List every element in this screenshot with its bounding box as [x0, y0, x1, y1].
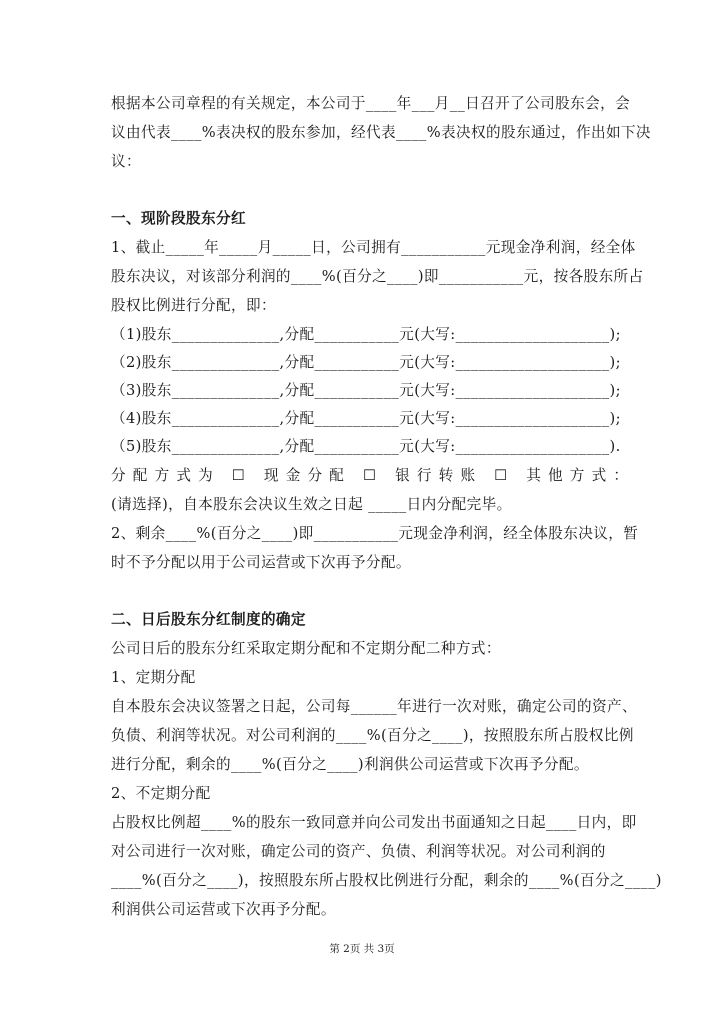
paragraph-line: 进行分配，剩余的____%(百分之____)利润供公司运营或下次再予分配。: [111, 756, 589, 773]
subheading: 1、定期分配: [111, 669, 196, 686]
paragraph-line: 根据本公司章程的有关规定，本公司于____年___月__日召开了公司股东会，会: [111, 95, 631, 112]
paragraph-line: 占股权比例超____%的股东一致同意并向公司发出书面通知之日起____日内，即: [111, 814, 637, 831]
paragraph-line: 2、剩余____%(百分之____)即___________元现金净利润，经全体股东决议，暂: [111, 525, 639, 542]
paragraph-line: 对公司进行一次对账，确定公司的资产、负债、利润等状况。对公司利润的: [111, 843, 606, 860]
subheading: 2、不定期分配: [111, 785, 211, 802]
paragraph-line: 时不予分配以用于公司运营或下次再予分配。: [111, 554, 411, 571]
shareholder-line: （4)股东______________,分配___________元(大写:____________________);: [111, 410, 621, 427]
paragraph-line: 议：: [111, 153, 141, 170]
paragraph-line: 自本股东会决议签署之日起，公司每______年进行一次对账，确定公司的资产、: [111, 698, 637, 715]
paragraph-line: 负债、利润等状况。对公司利润的____%(百分之____)，按照股东所占股权比例: [111, 727, 634, 744]
paragraph-line: 公司日后的股东分红采取定期分配和不定期分配二种方式：: [111, 640, 501, 657]
section-heading-2: 二、日后股东分红制度的确定: [111, 611, 306, 628]
distribution-method-line: 分配方式为 ☐ 现金分配 ☐ 银行转账 ☐ 其他方式：: [111, 467, 636, 484]
paragraph-line: ____%(百分之____)，按照股东所占股权比例进行分配，剩余的____%(百分之____): [111, 872, 662, 889]
shareholder-line: （3)股东______________,分配___________元(大写:____________________);: [111, 382, 621, 399]
page-footer: 第 2页 共 3页: [329, 943, 395, 955]
paragraph-line: 议由代表____%表决权的股东参加，经代表____%表决权的股东通过，作出如下决: [111, 124, 651, 141]
paragraph-line: 股权比例进行分配，即：: [111, 297, 276, 314]
paragraph-line: (请选择)，自本股东会决议生效之日起 _____日内分配完毕。: [111, 496, 512, 513]
shareholder-line: （2)股东______________,分配___________元(大写:____________________);: [111, 354, 621, 371]
paragraph-line: 1、截止_____年_____月_____日，公司拥有___________元现金净利润，经全体: [111, 239, 636, 256]
paragraph-line: 利润供公司运营或下次再予分配。: [111, 901, 336, 918]
shareholder-line: （5)股东______________,分配___________元(大写:____________________).: [111, 438, 621, 455]
paragraph-line: 股东决议，对该部分利润的____%(百分之____)即___________元，按各股东所占: [111, 268, 644, 285]
shareholder-line: （1)股东______________,分配___________元(大写:____________________);: [111, 326, 621, 343]
section-heading-1: 一、现阶段股东分红: [111, 210, 246, 227]
